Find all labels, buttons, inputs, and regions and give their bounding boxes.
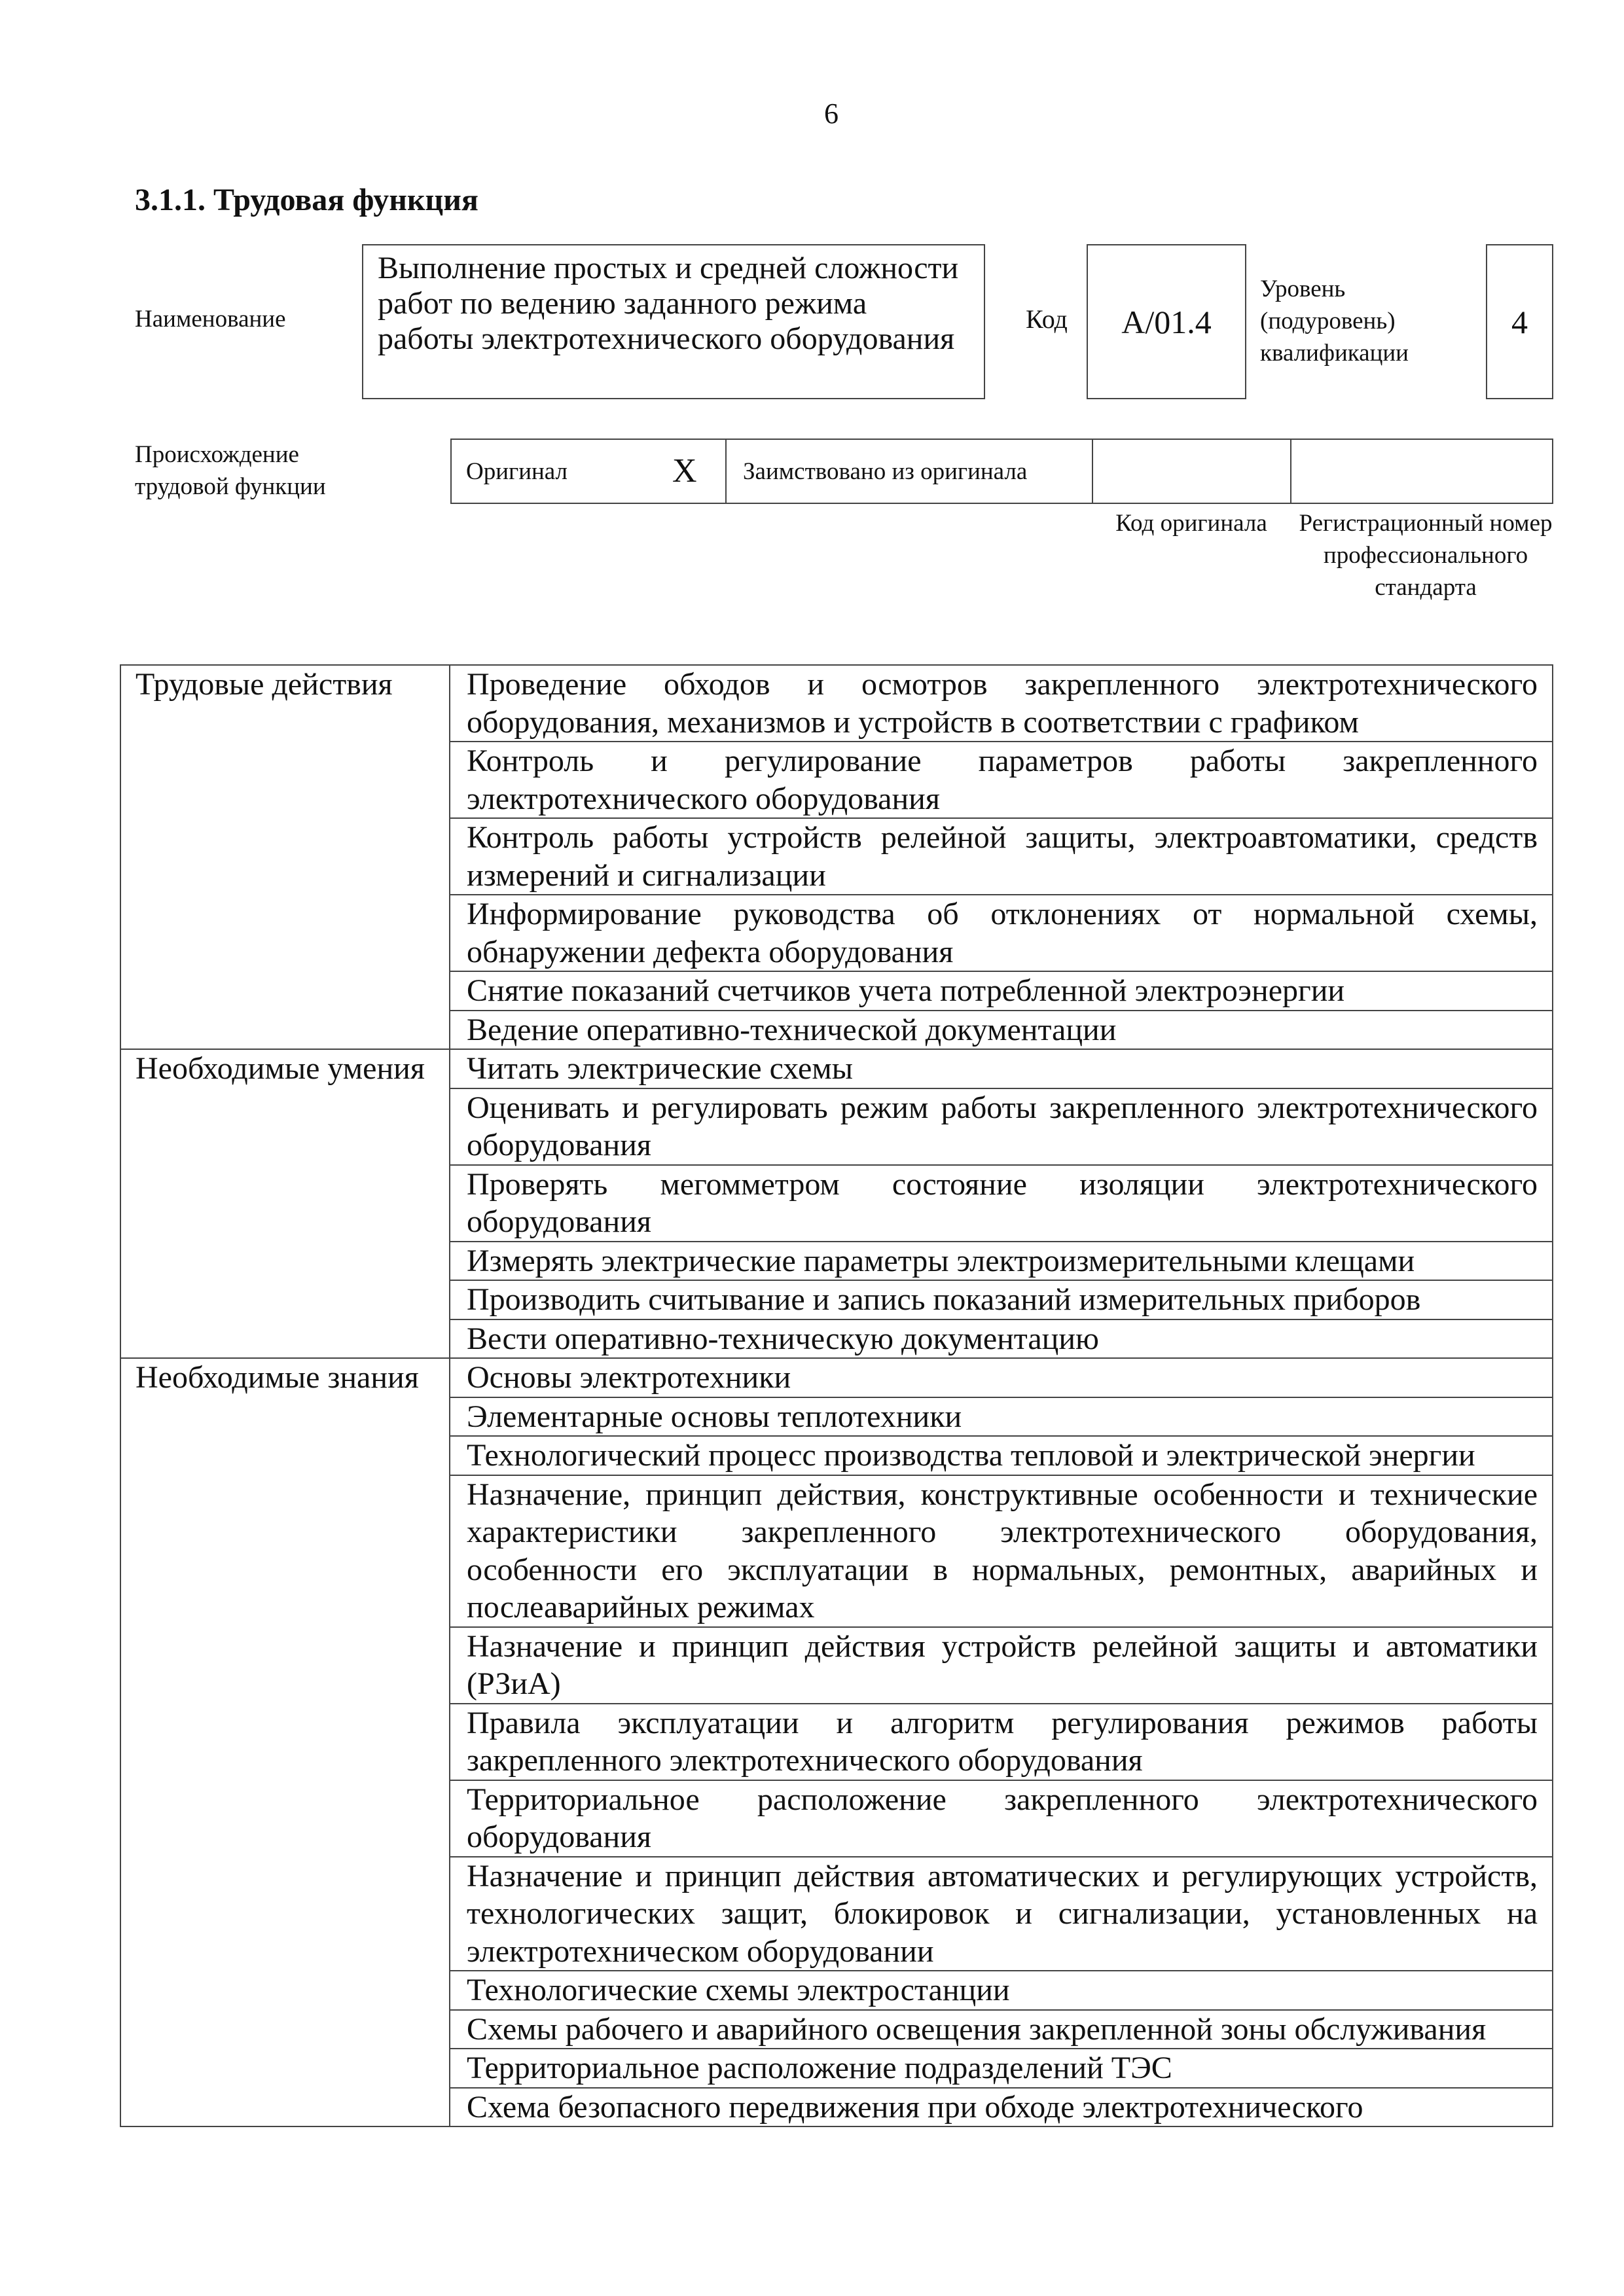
section-title: Необходимые умения (120, 1049, 450, 1358)
section-title: Необходимые знания (120, 1358, 450, 2126)
caption-original-code: Код оригинала (1115, 510, 1267, 537)
list-item: Схемы рабочего и аварийного освещения закрепленной зоны обслуживания (450, 2010, 1553, 2049)
origin-original-mark: X (672, 452, 697, 490)
list-item: Проверять мегомметром состояние изоляции электротехнического оборудования (450, 1165, 1553, 1242)
list-item: Читать электрические схемы (450, 1049, 1553, 1088)
list-item: Контроль и регулирование параметров работы закрепленного электротехнического оборудования (450, 742, 1553, 818)
list-item: Назначение и принцип действия автоматических и регулирующих устройств, технологических защит, блокировок и сигнализации, установленных на электротехническом оборудовании (450, 1857, 1553, 1971)
name-label: Наименование (135, 306, 286, 332)
list-item: Информирование руководства об отклонениях от нормальной схемы, обнаружении дефекта оборудования (450, 895, 1553, 971)
origin-original-label: Оригинал (466, 457, 568, 485)
list-item: Основы электротехники (450, 1358, 1553, 1397)
caption-reg-number: Регистрационный номер профессионального стандарта (1299, 510, 1553, 601)
origin-label: Происхождение трудовой функции (135, 441, 326, 500)
list-item: Производить считывание и запись показаний измерительных приборов (450, 1280, 1553, 1319)
origin-reg-cell (1291, 440, 1552, 503)
list-item: Элементарные основы теплотехники (450, 1397, 1553, 1437)
origin-borrowed-label: Заимствовано из оригинала (743, 457, 1028, 485)
list-item: Назначение, принцип действия, конструктивные особенности и технические характеристики закрепленного электротехнического оборудования, особенности его эксплуатации в нормальных, ремонтных, аварийных и послеаварийных режимах (450, 1475, 1553, 1627)
list-item: Ведение оперативно-технической документации (450, 1011, 1553, 1050)
code-label: Код (1026, 304, 1068, 334)
section-heading: 3.1.1. Трудовая функция (135, 183, 478, 217)
level-label: Уровень (подуровень) квалификации (1260, 276, 1409, 367)
table-row (120, 665, 1553, 742)
list-item: Проведение обходов и осмотров закрепленного электротехнического оборудования, механизмов и устройств в соответствии с графиком (450, 665, 1553, 742)
origin-borrowed-cell (727, 440, 1093, 503)
list-item: Технологические схемы электростанции (450, 1971, 1553, 2010)
list-item: Технологический процесс производства тепловой и электрической энергии (450, 1436, 1553, 1475)
origin-code-cell (1093, 440, 1291, 503)
qualification-level-box: 4 (1486, 244, 1553, 399)
list-item: Снятие показаний счетчиков учета потребленной электроэнергии (450, 971, 1553, 1011)
page-number: 6 (824, 98, 839, 130)
list-item: Контроль работы устройств релейной защиты, электроавтоматики, средств измерений и сигнализации (450, 818, 1553, 895)
origin-table (450, 439, 1553, 504)
table-row (120, 1049, 1553, 1088)
function-details-table (120, 664, 1553, 2127)
list-item: Вести оперативно-техническую документацию (450, 1319, 1553, 1359)
origin-original-cell (452, 440, 727, 503)
list-item: Территориальное расположение подразделений ТЭС (450, 2049, 1553, 2088)
list-item: Территориальное расположение закрепленного электротехнического оборудования (450, 1780, 1553, 1857)
section-title: Трудовые действия (120, 665, 450, 1049)
function-code-box: А/01.4 (1087, 244, 1246, 399)
list-item: Измерять электрические параметры электроизмерительными клещами (450, 1242, 1553, 1281)
list-item: Назначение и принцип действия устройств релейной защиты и автоматики (РЗиА) (450, 1627, 1553, 1704)
list-item: Оценивать и регулировать режим работы закрепленного электротехнического оборудования (450, 1088, 1553, 1165)
table-row (120, 1358, 1553, 1397)
function-name-box: Выполнение простых и средней сложности работ по ведению заданного режима работы электротехнического оборудования (362, 244, 985, 399)
list-item: Правила эксплуатации и алгоритм регулирования режимов работы закрепленного электротехнического оборудования (450, 1704, 1553, 1780)
list-item: Схема безопасного передвижения при обходе электротехнического (450, 2088, 1553, 2127)
